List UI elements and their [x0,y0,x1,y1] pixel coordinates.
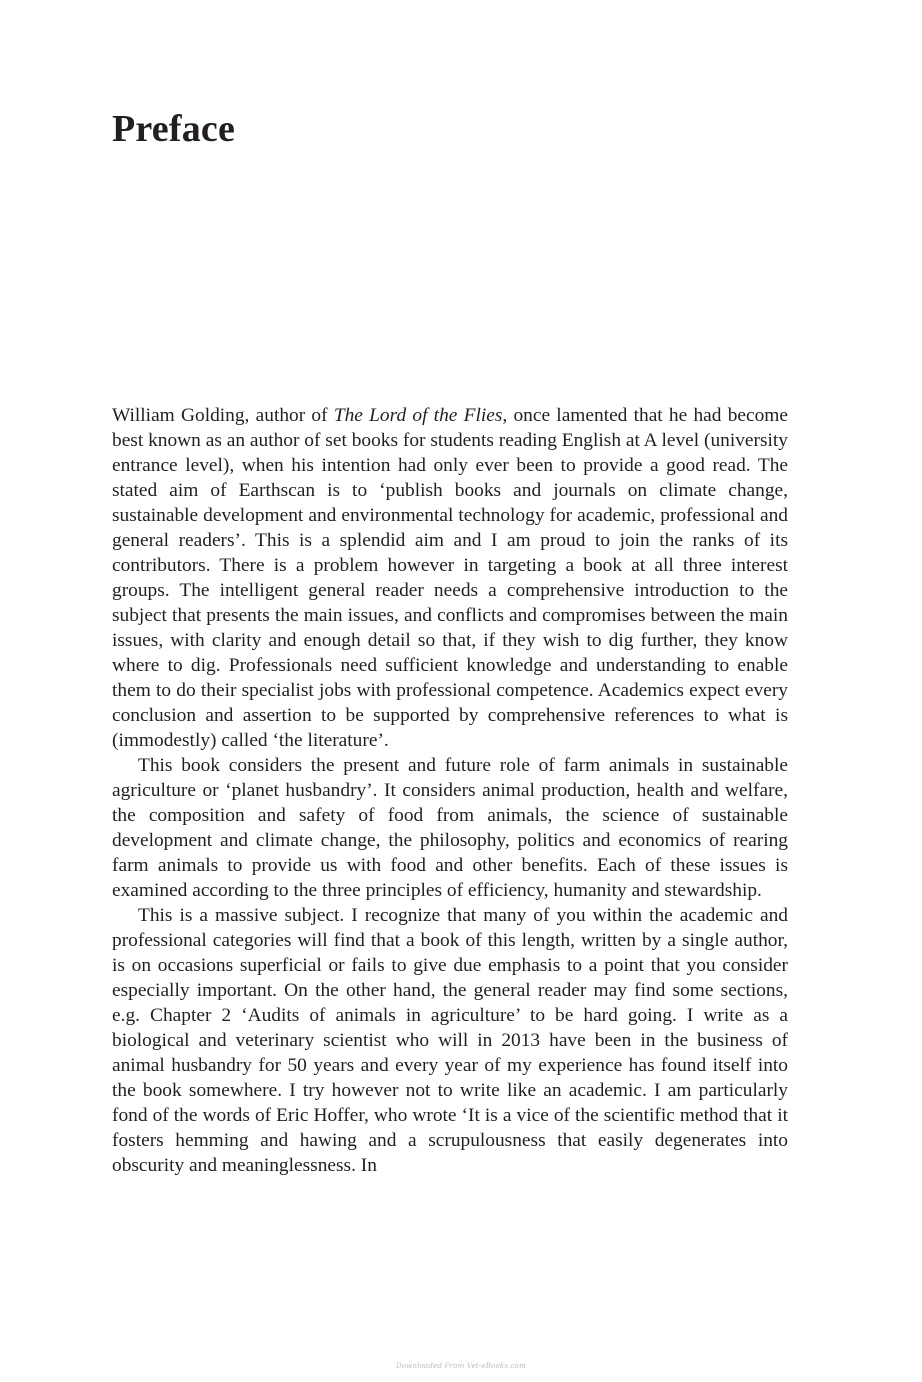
book-title-italic: The Lord of the Flies [333,405,503,426]
footer-watermark: Downloaded From Vet-eBooks.com [396,1362,526,1370]
paragraph-3: This is a massive subject. I recognize that many of you within the academic and professional categories will find that a book of this length, written by a single author, is on occasions superficial or fails to give due emphasis to a point that you consider especially important. On the other hand, the general reader may find some sections, e.g. Chapter 2 ‘Audits of animals in agriculture’ to be hard going. I write as a biological and veterinary scientist who will in 2013 have been in the business of animal husbandry for 50 years and every year of my experience has found itself into the book somewhere. I try however not to write like an academic. I am particularly fond of the words of Eric Hoffer, who wrote ‘It is a vice of the scientific method that it fosters hemming and hawing and a scrupulousness that easily degenerates into obscurity and meaninglessness. In [112,905,788,1176]
chapter-title: Preface [112,108,236,150]
preface-body [112,403,788,1178]
paragraph-1-lead: William Golding, author of [112,405,334,426]
paragraph-1-rest: , once lamented that he had become best known as an author of set books for students reading English at A level (university entrance level), when his intention had only ever been to provide a good read. The stated aim of Earthscan is to ‘publish books and journals on climate change, sustainable development and environmental technology for academic, professional and general readers’. This is a splendid aim and I am proud to join the ranks of its contributors. There is a problem however in targeting a book at all three interest groups. The intelligent general reader needs a comprehensive introduction to the subject that presents the main issues, and conflicts and compromises between the main issues, with clarity and enough detail so that, if they wish to dig further, they know where to dig. Professionals need sufficient knowledge and understanding to enable them to do their specialist jobs with professional competence. Academics expect every conclusion and assertion to be supported by comprehensive references to what is (immodestly) called ‘the literature’. [112,405,788,751]
paragraph-2: This book considers the present and future role of farm animals in sustainable agriculture or ‘planet husbandry’. It considers animal production, health and welfare, the composition and safety of food from animals, the science of sustainable development and climate change, the philosophy, politics and economics of rearing farm animals to provide us with food and other benefits. Each of these issues is examined according to the three principles of efficiency, humanity and stewardship. [112,755,788,901]
paragraph-1 [112,403,788,753]
